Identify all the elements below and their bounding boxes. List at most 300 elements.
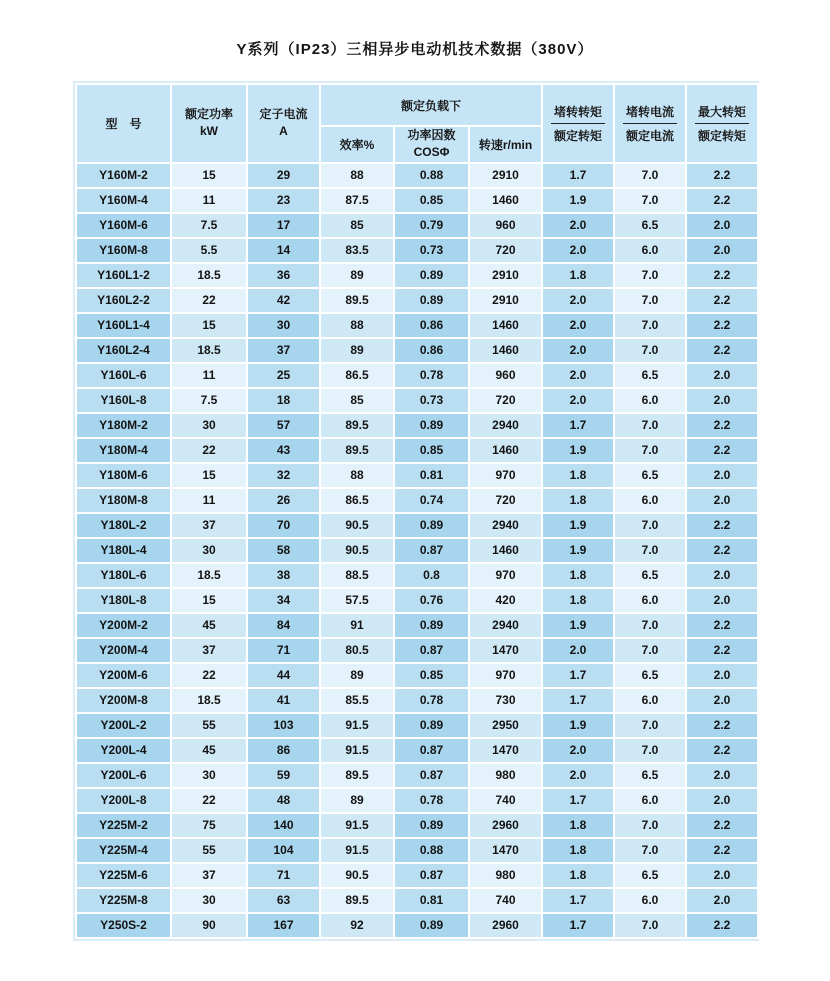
cell-rated-power: 30: [171, 413, 247, 438]
cell-locked-torque-ratio: 1.7: [542, 913, 614, 938]
cell-locked-current-ratio: 7.0: [614, 188, 686, 213]
cell-model: Y160L-8: [76, 388, 171, 413]
cell-rated-power: 75: [171, 813, 247, 838]
cell-speed: 740: [469, 788, 542, 813]
cell-speed: 720: [469, 238, 542, 263]
cell-rated-power: 15: [171, 313, 247, 338]
cell-stator-current: 59: [247, 763, 320, 788]
cell-stator-current: 71: [247, 638, 320, 663]
table-row: [76, 513, 758, 538]
header-efficiency: 效率%: [320, 126, 394, 163]
locked-current-denominator: 额定电流: [625, 128, 674, 143]
cell-max-torque-ratio: 2.0: [686, 388, 758, 413]
cell-locked-torque-ratio: 1.7: [542, 163, 614, 188]
cell-model: Y160M-6: [76, 213, 171, 238]
cell-max-torque-ratio: 2.2: [686, 313, 758, 338]
cell-speed: 1460: [469, 538, 542, 563]
cell-locked-current-ratio: 7.0: [614, 638, 686, 663]
cell-locked-torque-ratio: 2.0: [542, 763, 614, 788]
cell-efficiency: 87.5: [320, 188, 394, 213]
cell-speed: 1460: [469, 313, 542, 338]
table-row: [76, 163, 758, 188]
cell-max-torque-ratio: 2.2: [686, 163, 758, 188]
table-row: [76, 788, 758, 813]
cell-max-torque-ratio: 2.2: [686, 613, 758, 638]
cell-power-factor: 0.85: [394, 188, 469, 213]
spec-table-body: [76, 163, 758, 938]
cell-max-torque-ratio: 2.2: [686, 838, 758, 863]
cell-model: Y180L-8: [76, 588, 171, 613]
cell-rated-power: 7.5: [171, 213, 247, 238]
table-row: [76, 188, 758, 213]
cell-locked-torque-ratio: 2.0: [542, 238, 614, 263]
cell-locked-torque-ratio: 1.9: [542, 538, 614, 563]
table-row: [76, 813, 758, 838]
cell-locked-torque-ratio: 1.7: [542, 788, 614, 813]
cell-stator-current: 104: [247, 838, 320, 863]
table-row: [76, 463, 758, 488]
header-locked-torque-ratio: [542, 84, 614, 163]
cell-max-torque-ratio: 2.2: [686, 288, 758, 313]
cell-max-torque-ratio: 2.0: [686, 788, 758, 813]
cell-locked-torque-ratio: 1.8: [542, 588, 614, 613]
cell-stator-current: 57: [247, 413, 320, 438]
cell-locked-current-ratio: 6.0: [614, 688, 686, 713]
cell-stator-current: 70: [247, 513, 320, 538]
table-row: [76, 388, 758, 413]
cell-stator-current: 36: [247, 263, 320, 288]
cell-stator-current: 42: [247, 288, 320, 313]
cell-power-factor: 0.73: [394, 238, 469, 263]
cell-locked-current-ratio: 6.5: [614, 563, 686, 588]
cell-locked-torque-ratio: 1.8: [542, 813, 614, 838]
cell-speed: 2910: [469, 263, 542, 288]
cell-power-factor: 0.89: [394, 713, 469, 738]
table-row: [76, 288, 758, 313]
cell-power-factor: 0.86: [394, 338, 469, 363]
cell-stator-current: 71: [247, 863, 320, 888]
cell-locked-current-ratio: 7.0: [614, 288, 686, 313]
cell-max-torque-ratio: 2.0: [686, 488, 758, 513]
cell-max-torque-ratio: 2.2: [686, 813, 758, 838]
cell-max-torque-ratio: 2.2: [686, 438, 758, 463]
spec-table-header: [76, 84, 758, 163]
cell-model: Y160L1-4: [76, 313, 171, 338]
cell-max-torque-ratio: 2.0: [686, 688, 758, 713]
cell-model: Y225M-8: [76, 888, 171, 913]
cell-locked-torque-ratio: 2.0: [542, 388, 614, 413]
cell-efficiency: 89.5: [320, 888, 394, 913]
locked-current-fraction: [623, 103, 677, 144]
cell-stator-current: 41: [247, 688, 320, 713]
cell-model: Y200L-8: [76, 788, 171, 813]
cell-stator-current: 25: [247, 363, 320, 388]
cell-efficiency: 89: [320, 788, 394, 813]
cell-speed: 970: [469, 663, 542, 688]
cell-locked-current-ratio: 6.5: [614, 863, 686, 888]
cell-locked-torque-ratio: 2.0: [542, 288, 614, 313]
cell-efficiency: 90.5: [320, 513, 394, 538]
cell-stator-current: 58: [247, 538, 320, 563]
cell-rated-power: 37: [171, 513, 247, 538]
cell-efficiency: 89.5: [320, 413, 394, 438]
cell-stator-current: 30: [247, 313, 320, 338]
cell-efficiency: 89: [320, 663, 394, 688]
cell-speed: 2940: [469, 413, 542, 438]
cell-locked-torque-ratio: 1.9: [542, 613, 614, 638]
cell-locked-current-ratio: 7.0: [614, 613, 686, 638]
cell-max-torque-ratio: 2.2: [686, 713, 758, 738]
cell-power-factor: 0.78: [394, 788, 469, 813]
cell-model: Y160L1-2: [76, 263, 171, 288]
cell-model: Y200M-6: [76, 663, 171, 688]
header-model: 型 号: [76, 84, 171, 163]
cell-model: Y200M-8: [76, 688, 171, 713]
table-row: [76, 763, 758, 788]
cell-locked-torque-ratio: 1.8: [542, 463, 614, 488]
cell-max-torque-ratio: 2.2: [686, 513, 758, 538]
cell-efficiency: 91.5: [320, 838, 394, 863]
cell-locked-torque-ratio: 1.7: [542, 888, 614, 913]
cell-locked-current-ratio: 7.0: [614, 713, 686, 738]
table-row: [76, 338, 758, 363]
cell-efficiency: 85: [320, 388, 394, 413]
cell-locked-torque-ratio: 1.9: [542, 713, 614, 738]
cell-model: Y180M-2: [76, 413, 171, 438]
cell-locked-torque-ratio: 1.9: [542, 438, 614, 463]
cell-power-factor: 0.87: [394, 763, 469, 788]
page-title: Y系列（IP23）三相异步电动机技术数据（380V）: [236, 41, 594, 58]
table-row: [76, 738, 758, 763]
cell-model: Y180L-2: [76, 513, 171, 538]
cell-efficiency: 57.5: [320, 588, 394, 613]
cell-efficiency: 89.5: [320, 288, 394, 313]
cell-power-factor: 0.85: [394, 438, 469, 463]
cell-stator-current: 18: [247, 388, 320, 413]
cell-speed: 1460: [469, 438, 542, 463]
cell-power-factor: 0.86: [394, 313, 469, 338]
cell-power-factor: 0.89: [394, 613, 469, 638]
cell-efficiency: 85: [320, 213, 394, 238]
cell-model: Y160M-8: [76, 238, 171, 263]
table-row: [76, 538, 758, 563]
cell-locked-current-ratio: 7.0: [614, 338, 686, 363]
table-row: [76, 313, 758, 338]
cell-power-factor: 0.87: [394, 863, 469, 888]
cell-efficiency: 86.5: [320, 488, 394, 513]
cell-power-factor: 0.73: [394, 388, 469, 413]
cell-efficiency: 89: [320, 338, 394, 363]
cell-rated-power: 30: [171, 763, 247, 788]
cell-locked-current-ratio: 6.0: [614, 488, 686, 513]
cell-efficiency: 86.5: [320, 363, 394, 388]
cell-power-factor: 0.78: [394, 688, 469, 713]
cell-locked-torque-ratio: 1.8: [542, 488, 614, 513]
cell-locked-torque-ratio: 2.0: [542, 213, 614, 238]
cell-model: Y180M-6: [76, 463, 171, 488]
cell-efficiency: 80.5: [320, 638, 394, 663]
cell-model: Y160M-4: [76, 188, 171, 213]
cell-rated-power: 30: [171, 888, 247, 913]
header-rated-load-group: 额定负载下: [320, 84, 542, 126]
cell-max-torque-ratio: 2.2: [686, 738, 758, 763]
cell-speed: 1460: [469, 338, 542, 363]
table-row: [76, 263, 758, 288]
max-torque-fraction: [695, 103, 749, 144]
cell-efficiency: 91.5: [320, 738, 394, 763]
cell-speed: 2910: [469, 163, 542, 188]
cell-efficiency: 89.5: [320, 763, 394, 788]
cell-rated-power: 37: [171, 863, 247, 888]
cell-max-torque-ratio: 2.2: [686, 263, 758, 288]
table-row: [76, 588, 758, 613]
cell-power-factor: 0.74: [394, 488, 469, 513]
cell-rated-power: 22: [171, 288, 247, 313]
cell-efficiency: 88: [320, 163, 394, 188]
table-row: [76, 413, 758, 438]
cell-efficiency: 89: [320, 263, 394, 288]
cell-efficiency: 92: [320, 913, 394, 938]
cell-speed: 980: [469, 863, 542, 888]
cell-locked-torque-ratio: 1.8: [542, 863, 614, 888]
table-row: [76, 438, 758, 463]
table-row: [76, 638, 758, 663]
cell-efficiency: 89.5: [320, 438, 394, 463]
cell-speed: 1460: [469, 188, 542, 213]
cell-model: Y200M-4: [76, 638, 171, 663]
header-stator-current-unit: A: [279, 124, 288, 139]
cell-stator-current: 32: [247, 463, 320, 488]
cell-power-factor: 0.88: [394, 163, 469, 188]
cell-rated-power: 11: [171, 188, 247, 213]
cell-model: Y180L-6: [76, 563, 171, 588]
cell-max-torque-ratio: 2.2: [686, 913, 758, 938]
cell-max-torque-ratio: 2.2: [686, 413, 758, 438]
cell-rated-power: 22: [171, 788, 247, 813]
cell-stator-current: 14: [247, 238, 320, 263]
cell-power-factor: 0.89: [394, 288, 469, 313]
table-row: [76, 663, 758, 688]
cell-stator-current: 23: [247, 188, 320, 213]
cell-model: Y200L-4: [76, 738, 171, 763]
cell-stator-current: 140: [247, 813, 320, 838]
cell-speed: 740: [469, 888, 542, 913]
cell-efficiency: 90.5: [320, 863, 394, 888]
cell-locked-torque-ratio: 1.7: [542, 663, 614, 688]
cell-stator-current: 29: [247, 163, 320, 188]
cell-locked-current-ratio: 6.0: [614, 888, 686, 913]
cell-power-factor: 0.87: [394, 538, 469, 563]
table-row: [76, 363, 758, 388]
cell-max-torque-ratio: 2.0: [686, 363, 758, 388]
cell-speed: 980: [469, 763, 542, 788]
cell-speed: 2910: [469, 288, 542, 313]
cell-locked-torque-ratio: 2.0: [542, 638, 614, 663]
cell-rated-power: 15: [171, 588, 247, 613]
cell-stator-current: 84: [247, 613, 320, 638]
cell-locked-torque-ratio: 1.7: [542, 688, 614, 713]
cell-speed: 2950: [469, 713, 542, 738]
motor-spec-table: [75, 83, 759, 939]
cell-locked-current-ratio: 6.5: [614, 463, 686, 488]
header-locked-current-ratio: [614, 84, 686, 163]
cell-locked-current-ratio: 7.0: [614, 813, 686, 838]
max-torque-denominator: 额定转矩: [697, 128, 746, 143]
header-stator-current-cn: 定子电流: [259, 107, 308, 121]
cell-rated-power: 55: [171, 838, 247, 863]
cell-locked-current-ratio: 6.5: [614, 763, 686, 788]
table-row: [76, 563, 758, 588]
cell-rated-power: 15: [171, 163, 247, 188]
header-rated-power: [171, 84, 247, 163]
cell-efficiency: 88: [320, 463, 394, 488]
cell-model: Y225M-4: [76, 838, 171, 863]
cell-locked-torque-ratio: 2.0: [542, 338, 614, 363]
cell-max-torque-ratio: 2.0: [686, 763, 758, 788]
cell-locked-torque-ratio: 2.0: [542, 738, 614, 763]
cell-speed: 730: [469, 688, 542, 713]
cell-max-torque-ratio: 2.2: [686, 188, 758, 213]
cell-speed: 420: [469, 588, 542, 613]
header-power-factor: [394, 126, 469, 163]
cell-rated-power: 90: [171, 913, 247, 938]
cell-rated-power: 55: [171, 713, 247, 738]
cell-locked-torque-ratio: 1.7: [542, 413, 614, 438]
cell-locked-torque-ratio: 1.8: [542, 838, 614, 863]
cell-power-factor: 0.79: [394, 213, 469, 238]
header-power-factor-cn: 功率因数: [407, 128, 456, 142]
cell-max-torque-ratio: 2.0: [686, 663, 758, 688]
cell-model: Y160M-2: [76, 163, 171, 188]
cell-power-factor: 0.81: [394, 888, 469, 913]
cell-stator-current: 17: [247, 213, 320, 238]
cell-stator-current: 63: [247, 888, 320, 913]
cell-model: Y200M-2: [76, 613, 171, 638]
cell-model: Y160L2-2: [76, 288, 171, 313]
cell-locked-current-ratio: 7.0: [614, 738, 686, 763]
cell-locked-torque-ratio: 1.8: [542, 563, 614, 588]
cell-model: Y200L-2: [76, 713, 171, 738]
cell-rated-power: 22: [171, 438, 247, 463]
cell-locked-current-ratio: 7.0: [614, 438, 686, 463]
cell-power-factor: 0.88: [394, 838, 469, 863]
table-row: [76, 213, 758, 238]
cell-locked-current-ratio: 7.0: [614, 413, 686, 438]
table-row: [76, 488, 758, 513]
cell-speed: 720: [469, 488, 542, 513]
cell-locked-current-ratio: 6.0: [614, 588, 686, 613]
cell-locked-current-ratio: 7.0: [614, 263, 686, 288]
cell-power-factor: 0.89: [394, 263, 469, 288]
cell-speed: 720: [469, 388, 542, 413]
cell-stator-current: 44: [247, 663, 320, 688]
cell-speed: 1470: [469, 638, 542, 663]
cell-power-factor: 0.89: [394, 913, 469, 938]
table-row: [76, 913, 758, 938]
cell-speed: 1470: [469, 738, 542, 763]
cell-model: Y250S-2: [76, 913, 171, 938]
cell-locked-current-ratio: 6.5: [614, 213, 686, 238]
cell-efficiency: 88.5: [320, 563, 394, 588]
cell-locked-current-ratio: 6.0: [614, 788, 686, 813]
cell-model: Y160L2-4: [76, 338, 171, 363]
cell-rated-power: 30: [171, 538, 247, 563]
table-row: [76, 863, 758, 888]
cell-power-factor: 0.76: [394, 588, 469, 613]
table-row: [76, 838, 758, 863]
cell-stator-current: 37: [247, 338, 320, 363]
cell-locked-torque-ratio: 2.0: [542, 363, 614, 388]
cell-power-factor: 0.85: [394, 663, 469, 688]
locked-current-numerator: 堵转电流: [623, 103, 677, 124]
cell-locked-torque-ratio: 1.9: [542, 513, 614, 538]
cell-efficiency: 83.5: [320, 238, 394, 263]
cell-model: Y180L-4: [76, 538, 171, 563]
cell-stator-current: 26: [247, 488, 320, 513]
cell-speed: 960: [469, 213, 542, 238]
cell-efficiency: 91.5: [320, 713, 394, 738]
cell-max-torque-ratio: 2.0: [686, 213, 758, 238]
header-max-torque-ratio: [686, 84, 758, 163]
cell-model: Y225M-6: [76, 863, 171, 888]
cell-max-torque-ratio: 2.2: [686, 538, 758, 563]
cell-power-factor: 0.78: [394, 363, 469, 388]
header-stator-current: [247, 84, 320, 163]
table-row: [76, 688, 758, 713]
cell-power-factor: 0.89: [394, 413, 469, 438]
cell-rated-power: 5.5: [171, 238, 247, 263]
cell-max-torque-ratio: 2.2: [686, 338, 758, 363]
cell-model: Y180M-8: [76, 488, 171, 513]
cell-efficiency: 91.5: [320, 813, 394, 838]
cell-locked-current-ratio: 7.0: [614, 313, 686, 338]
cell-stator-current: 86: [247, 738, 320, 763]
cell-speed: 2960: [469, 813, 542, 838]
cell-rated-power: 22: [171, 663, 247, 688]
cell-stator-current: 103: [247, 713, 320, 738]
cell-power-factor: 0.89: [394, 513, 469, 538]
cell-locked-torque-ratio: 2.0: [542, 313, 614, 338]
cell-max-torque-ratio: 2.0: [686, 563, 758, 588]
cell-locked-current-ratio: 6.5: [614, 363, 686, 388]
cell-max-torque-ratio: 2.0: [686, 588, 758, 613]
header-rated-power-cn: 额定功率: [184, 107, 233, 121]
cell-rated-power: 45: [171, 613, 247, 638]
cell-rated-power: 11: [171, 363, 247, 388]
cell-rated-power: 18.5: [171, 563, 247, 588]
cell-max-torque-ratio: 2.0: [686, 238, 758, 263]
table-row: [76, 713, 758, 738]
cell-efficiency: 91: [320, 613, 394, 638]
cell-speed: 970: [469, 563, 542, 588]
cell-stator-current: 38: [247, 563, 320, 588]
cell-rated-power: 15: [171, 463, 247, 488]
locked-torque-denominator: 额定转矩: [553, 128, 602, 143]
cell-rated-power: 37: [171, 638, 247, 663]
header-power-factor-sym: COSΦ: [413, 145, 450, 160]
cell-speed: 960: [469, 363, 542, 388]
locked-torque-numerator: 堵转转矩: [551, 103, 605, 124]
cell-power-factor: 0.87: [394, 738, 469, 763]
cell-locked-current-ratio: 7.0: [614, 513, 686, 538]
cell-stator-current: 167: [247, 913, 320, 938]
cell-rated-power: 7.5: [171, 388, 247, 413]
cell-speed: 2940: [469, 613, 542, 638]
cell-locked-current-ratio: 7.0: [614, 838, 686, 863]
cell-speed: 2940: [469, 513, 542, 538]
cell-speed: 2960: [469, 913, 542, 938]
cell-rated-power: 11: [171, 488, 247, 513]
